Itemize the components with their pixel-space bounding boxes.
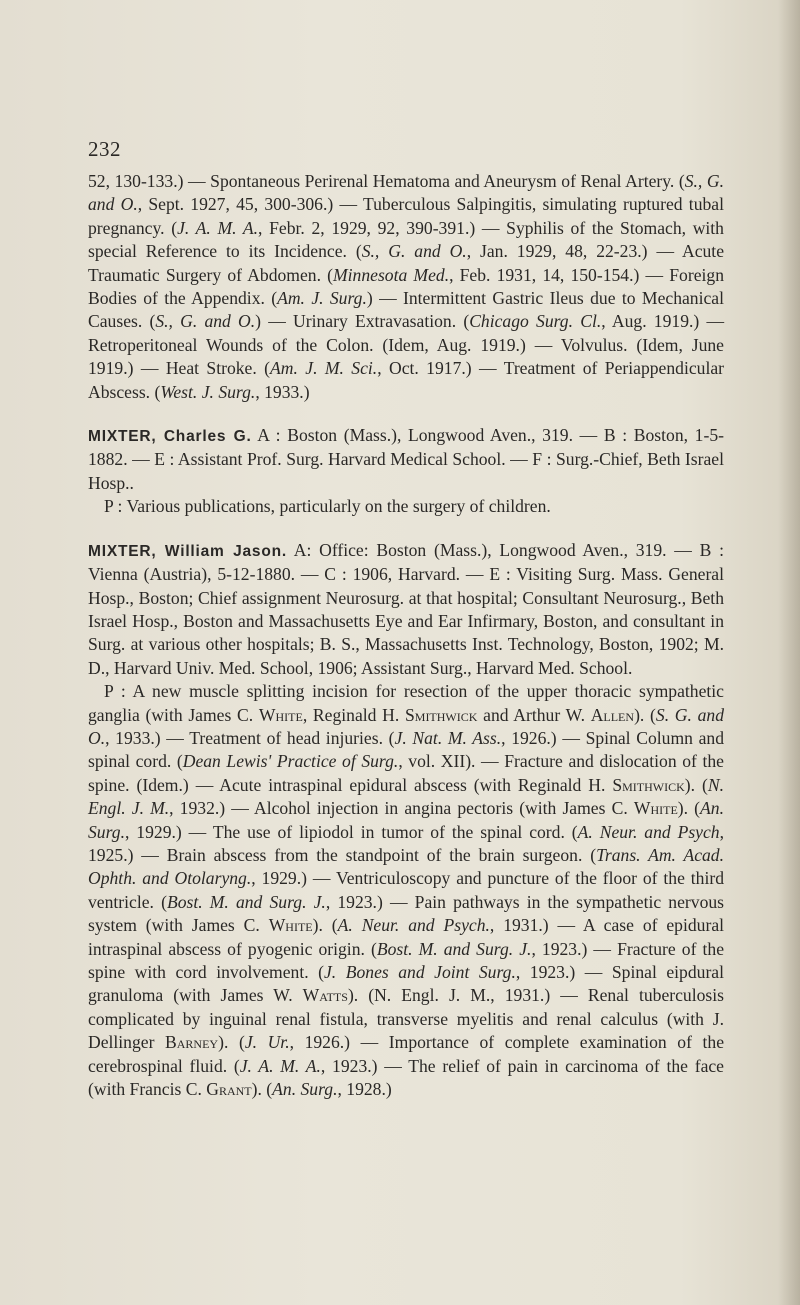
text-run: , Jan. 1929, 48, 22-23.) — Acute Traumatic Surgery of Abdomen. (: [88, 241, 725, 285]
author-name: Watts: [302, 985, 348, 1006]
text-run: A: Office: Boston (Mass.), Longwood Aven., 319. — B : Vienna (Austria), 5-12-1880. — C : 1906, Harvard. — E : Visiting Surg. Mass. General Hosp., Boston; Chief assignment Neurosurg. at that hospital; Consultant Neurosurg., Beth Israel Hosp., Boston and Massachusetts Eye and Ear Infirmary, Boston, and consultant in Surg. at various other hospitals; B. S., Massachusetts Inst. Technology, Boston, 1902; M. D., Harvard Univ. Med. School, 1906; Assistant Surg., Harvard Med. School.: [88, 539, 724, 678]
entry-mixter-william: [88, 539, 724, 1102]
entry-mixter-charles: [88, 424, 724, 519]
page-body: [88, 170, 724, 1101]
text-run: , 1923.) — Fracture of the spine with cord involvement. (: [88, 938, 725, 982]
text-run: ). (: [684, 774, 708, 795]
text-run: , 1929.) — The use of lipiodol in tumor of the spinal cord. (: [124, 821, 578, 842]
text-run: , 1923.) — Spinal eipdural granuloma (with James W.: [88, 962, 725, 1006]
entry-header-paragraph: [88, 424, 724, 495]
text-run: , 1928.): [337, 1079, 392, 1100]
text-run: , 1933.): [255, 381, 310, 402]
text-run: , 1926.) — Importance of complete examination of the cerebrospinal fluid. (: [88, 1032, 725, 1076]
text-run: ) — Intermittent Gastric Ileus due to Mechanical Causes. (: [88, 288, 724, 332]
text-run: ) — Urinary Extravasation. (: [255, 311, 470, 332]
text-run: ). (: [677, 798, 701, 819]
text-run: ). (: [312, 915, 338, 936]
journal-citation: Bost. M. and Surg. J.: [376, 938, 532, 959]
author-name: Smithwick: [612, 774, 685, 795]
entry-details: [88, 540, 724, 678]
entry-publications: [88, 680, 724, 1101]
journal-citation: J. Bones and Joint Surg.: [324, 962, 516, 982]
text-run: , Oct. 1917.) — Treatment of Periappendicular Abscess. (: [88, 358, 724, 402]
journal-citation: J. Ur.: [244, 1032, 290, 1053]
journal-citation: N. Engl. J. M.: [88, 774, 725, 819]
text-run: , 1932.) — Alcohol injection in angina pectoris (with James C.: [169, 798, 634, 819]
journal-citation: An. Surg.: [272, 1079, 338, 1100]
journal-citation: A. Neur. and Psych.: [337, 915, 490, 936]
text-run: ). (: [251, 1079, 273, 1100]
entry-gap: [88, 404, 724, 424]
author-name: White: [258, 704, 303, 725]
author-name: White: [268, 915, 313, 936]
journal-citation: Bost. M. and Surg. J.: [166, 891, 326, 912]
journal-citation: Trans. Am. Acad. Ophth. and Otolaryng.: [88, 844, 725, 889]
text-run: , Sept. 1927, 45, 300-306.) — Tuberculous Salpingitis, simulating ruptured tubal pregnancy. (: [88, 194, 724, 238]
entry-publications: [88, 495, 724, 518]
page-spine-shadow: [778, 0, 800, 1305]
author-name: Grant: [206, 1079, 252, 1100]
text-run: , Reginald H.: [302, 704, 405, 725]
text-run: 52, 130-133.) — Spontaneous Perirenal Hematoma and Aneurysm of Renal Artery. (: [88, 171, 685, 191]
journal-citation: J. A. M. A.: [239, 1055, 321, 1076]
journal-citation: S., G. and O.: [155, 311, 256, 332]
text-run: ). (: [218, 1032, 245, 1053]
continuation-paragraph: [88, 170, 724, 404]
journal-citation: A. Neur. and Psych: [577, 821, 720, 842]
page-number: 232: [88, 137, 121, 161]
entry-header-paragraph: [88, 539, 724, 680]
author-name: Barney: [165, 1032, 219, 1053]
journal-citation: West. J. Surg.: [160, 381, 256, 402]
journal-citation: S., G. and O.: [88, 171, 724, 215]
text-run: P : A new muscle splitting incision for resection of the upper thoracic sympathetic ganglia (with James C.: [88, 681, 724, 725]
text-run: , Feb. 1931, 14, 150-154.) — Foreign Bodies of the Appendix. (: [88, 264, 724, 309]
journal-citation: An. Surg.: [88, 798, 724, 842]
author-name: Allen: [590, 704, 635, 725]
entry-name: MIXTER, William Jason.: [88, 542, 287, 560]
text-run: , 1931.) — A case of epidural intraspinal abscess of pyogenic origin. (: [88, 915, 725, 959]
text-run: P : Various publications, particularly on the surgery of children.: [104, 496, 551, 517]
journal-citation: Am. J. M. Sci.: [270, 358, 378, 379]
text-run: , 1923.) — Pain pathways in the sympathetic nervous system (with James C.: [88, 891, 725, 936]
text-run: , 1923.) — The relief of pain in carcinoma of the face (with Francis C.: [88, 1055, 724, 1100]
text-run: , 1925.) — Brain abscess from the standpoint of the brain surgeon. (: [88, 821, 724, 865]
text-run: , Febr. 2, 1929, 92, 390-391.) — Syphilis of the Stomach, with special Reference to its Incidence. (: [88, 217, 724, 262]
text-run: , 1933.) — Treatment of head injuries. (: [105, 727, 395, 748]
text-run: , vol. XII). — Fracture and dislocation of the spine. (Idem.) — Acute intraspinal epidural abscess (with Reginald H.: [88, 751, 724, 795]
text-run: , Aug. 1919.) — Retroperitoneal Wounds of the Colon. (Idem, Aug. 1919.) — Volvulus. (Idem, June 1919.) — Heat Stroke. (: [88, 311, 725, 379]
entry-gap: [88, 519, 724, 539]
journal-citation: Am. J. Surg.: [277, 288, 367, 309]
journal-citation: J. A. M. A.: [177, 217, 259, 238]
text-run: ). (N. Engl. J. M., 1931.) — Renal tuberculosis complicated by inguinal renal fistula, transverse myelitis and renal calculus (with J. Dellinger: [88, 985, 724, 1053]
journal-citation: S., G. and O.: [361, 241, 467, 262]
journal-citation: Chicago Surg. Cl.: [469, 311, 602, 332]
author-name: White: [633, 798, 678, 819]
author-name: Smithwick: [404, 704, 478, 725]
text-run: ). (: [634, 704, 656, 725]
journal-citation: Minnesota Med.: [333, 264, 450, 285]
text-run: , 1926.) — Spinal Column and spinal cord. (: [88, 727, 725, 772]
journal-citation: Dean Lewis' Practice of Surg.: [182, 751, 399, 772]
text-run: A : Boston (Mass.), Longwood Aven., 319. — B : Boston, 1-5-1882. — E : Assistant Prof. Surg. Harvard Medical School. — F : Surg.-Chief, Beth Israel Hosp..: [88, 425, 724, 493]
text-run: , 1929.) — Ventriculoscopy and puncture of the floor of the third ventricle. (: [88, 868, 724, 912]
journal-citation: S. G. and O.: [88, 704, 724, 748]
journal-citation: J. Nat. M. Ass.: [394, 727, 502, 748]
text-run: and Arthur W.: [477, 704, 591, 725]
entry-name: MIXTER, Charles G.: [88, 428, 252, 446]
